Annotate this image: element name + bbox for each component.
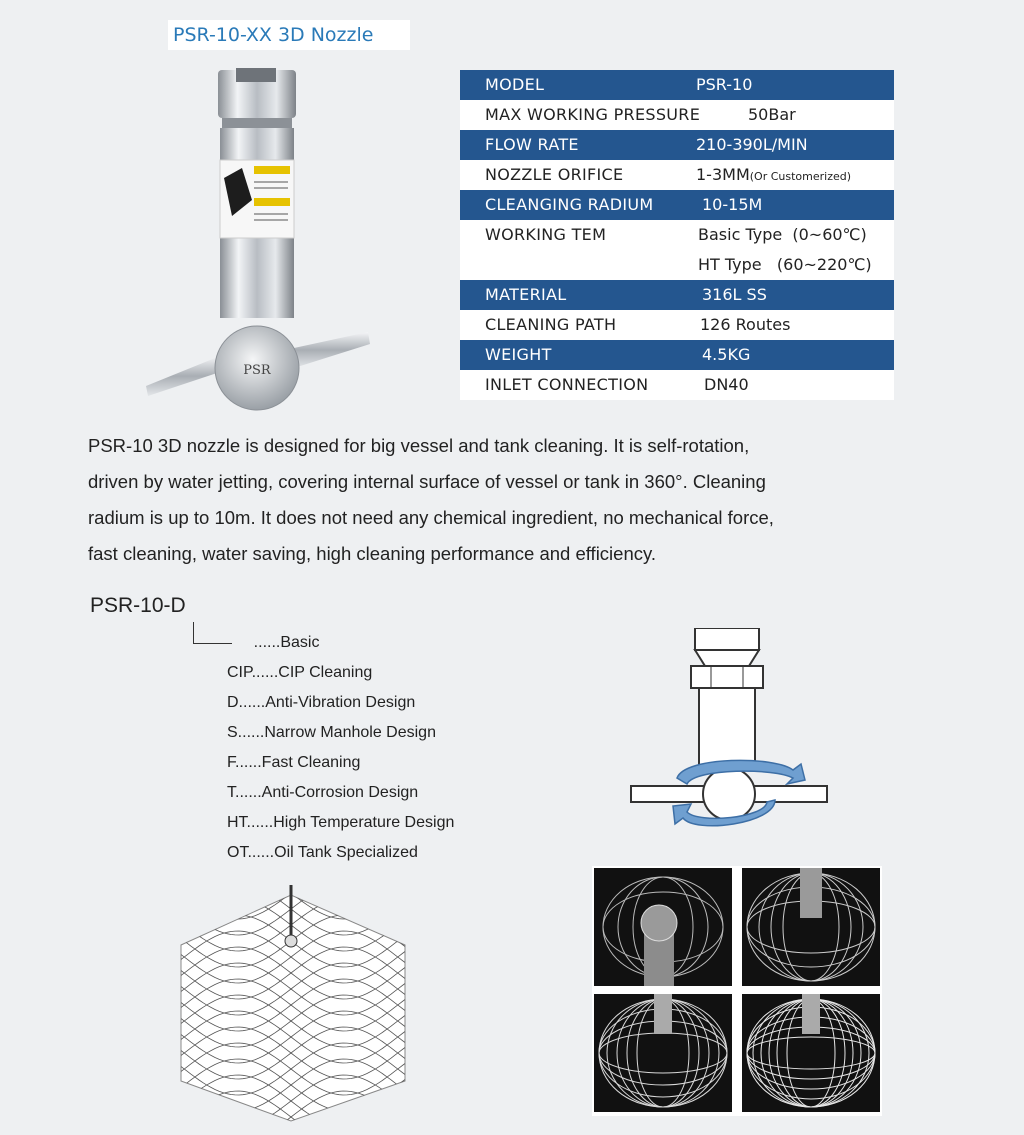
spec-value: PSR-10 — [696, 75, 753, 94]
spec-value: 4.5KG — [702, 345, 751, 364]
spec-key: MAX WORKING PRESSURE — [485, 105, 701, 124]
spec-row-cleaning-path — [460, 310, 894, 340]
option-item: HT......High Temperature Design — [227, 814, 455, 831]
spec-row-working-temp — [460, 220, 894, 280]
option-item: CIP......CIP Cleaning — [227, 664, 373, 681]
spec-key: WEIGHT — [485, 345, 552, 364]
spec-value: DN40 — [704, 375, 749, 394]
option-item: T......Anti-Corrosion Design — [227, 784, 419, 801]
spec-row-inlet — [460, 370, 894, 400]
spec-row-weight — [460, 340, 894, 370]
description-line: driven by water jetting, covering internal surface of vessel or tank in 360°. Cleaning — [88, 471, 766, 492]
spec-key: INLET CONNECTION — [485, 375, 649, 394]
option-item: ......Basic — [227, 634, 320, 651]
spec-value-note: (Or Customerized) — [749, 170, 852, 183]
spec-row-material — [460, 280, 894, 310]
description-line: radium is up to 10m. It does not need any chemical ingredient, no mechanical force, — [88, 507, 774, 528]
nozzle-product-image — [140, 68, 380, 418]
spec-table — [460, 70, 894, 400]
description-line: fast cleaning, water saving, high cleaning performance and efficiency. — [88, 543, 657, 564]
spec-value: 126 Routes — [700, 315, 791, 334]
rotation-diagram — [625, 628, 835, 853]
spec-value: Basic Type (0~60℃) — [698, 225, 867, 244]
cleaning-pattern-images — [592, 866, 882, 1116]
option-item: S......Narrow Manhole Design — [227, 724, 436, 741]
model-code: PSR-10-D — [90, 594, 186, 617]
spec-value: 1-3MM — [696, 165, 750, 184]
spec-value: 316L SS — [702, 285, 767, 304]
option-item: F......Fast Cleaning — [227, 754, 361, 771]
description-line: PSR-10 3D nozzle is designed for big vessel and tank cleaning. It is self-rotation, — [88, 435, 750, 456]
spec-key: FLOW RATE — [485, 135, 579, 154]
spec-row-model — [460, 70, 894, 100]
spec-value: 50Bar — [748, 105, 796, 124]
option-item: OT......Oil Tank Specialized — [227, 844, 418, 861]
pattern-image — [742, 868, 880, 986]
spec-value: 10-15M — [702, 195, 763, 214]
pattern-image — [594, 994, 732, 1112]
spec-key: WORKING TEM — [485, 225, 607, 244]
spec-row-pressure — [460, 100, 894, 130]
nozzle-label: PSR — [243, 363, 271, 378]
pattern-image — [742, 994, 880, 1112]
spec-row-orifice — [460, 160, 894, 190]
spec-value: 210-390L/MIN — [696, 135, 808, 154]
tank-coverage-diagram — [175, 885, 415, 1125]
page-title: PSR-10-XX 3D Nozzle — [168, 20, 410, 50]
option-item: D......Anti-Vibration Design — [227, 694, 416, 711]
spec-key: MATERIAL — [485, 285, 567, 304]
spec-key: CLEANING PATH — [485, 315, 617, 334]
spec-row-radium — [460, 190, 894, 220]
spec-row-flow-rate — [460, 130, 894, 160]
spec-key: NOZZLE ORIFICE — [485, 165, 624, 184]
description — [88, 428, 888, 572]
pattern-image — [594, 868, 732, 986]
spec-value-2: HT Type (60~220℃) — [698, 255, 872, 274]
spec-key: CLEANGING RADIUM — [485, 195, 654, 214]
spec-key: MODEL — [485, 75, 545, 94]
